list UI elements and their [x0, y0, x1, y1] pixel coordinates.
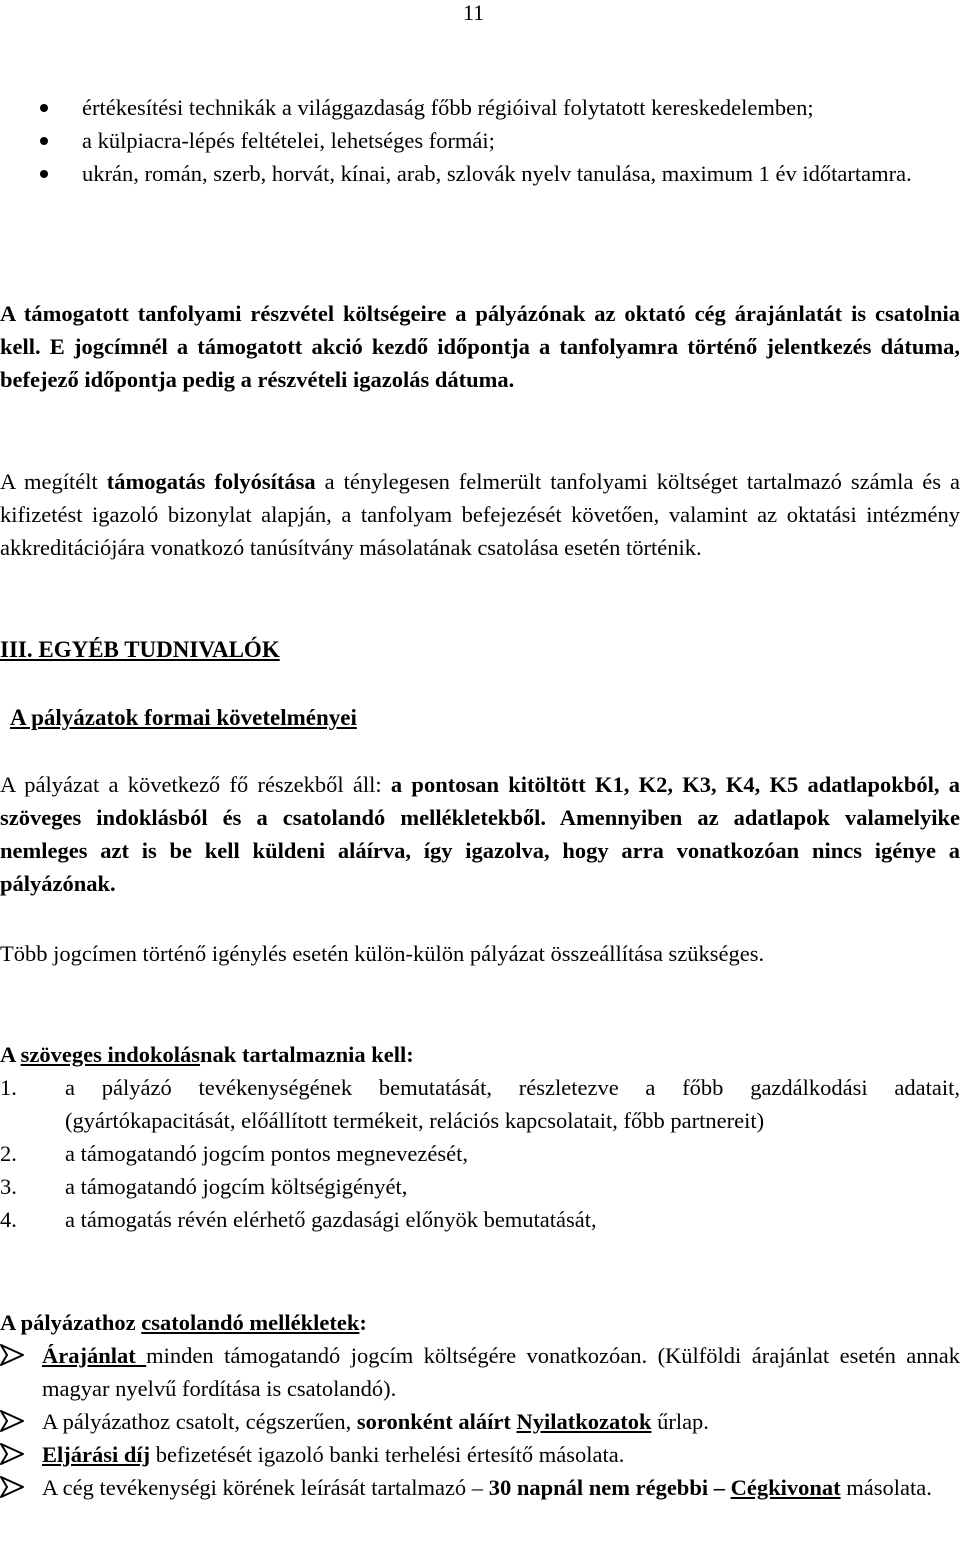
bullet-icon	[40, 104, 48, 112]
list-item	[0, 1471, 960, 1504]
content-numbered-list	[0, 1071, 960, 1236]
bullet-text: értékesítési technikák a világgazdaság főbb régióival folytatott kereskedelemben;	[82, 95, 814, 120]
attachments-heading-post: :	[359, 1310, 367, 1335]
bullet-text: ukrán, román, szerb, horvát, kínai, arab, szlovák nyelv tanulása, maximum 1 év időtartamra.	[82, 161, 912, 186]
arrowhead-bullet-icon	[0, 1443, 24, 1465]
list-text: a pályázó tevékenységének bemutatását, részletezve a főbb gazdálkodási adatait, (gyártókapacitását, előállított termékeit, relációs kapcsolatait, főbb partnereit)	[65, 1075, 960, 1133]
list-item	[0, 1071, 960, 1137]
attachment-declaration-post: űrlap.	[651, 1409, 709, 1434]
attachments-heading-underlined: csatolandó mellékletek	[141, 1310, 360, 1335]
parts-text-bold: a pontosan kitöltött K1, K2, K3, K4, K5 adatlapokból, a szöveges indoklásból és a csatolandó mellékletekből. Amennyiben az adatlapok valamelyike nemleges azt is be kell küldeni aláírva, így igazolva, hogy arra vonatkozóan nincs igénye a pályázónak.	[0, 772, 960, 896]
attachment-quote-text: minden támogatandó jogcím költségére vonatkozóan. (Külföldi árajánlat esetén annak magyar nyelvű fordítása is csatolandó).	[42, 1343, 960, 1401]
attachment-fee-text: befizetését igazoló banki terhelési értesítő másolata.	[150, 1442, 625, 1467]
parts-text-normal: A pályázat a következő fő részekből áll:	[0, 772, 391, 797]
payment-text-end: a ténylegesen felmerült tanfolyami költséget tartalmazó számla és a kifizetést igazoló bizonylat alapján, a tanfolyam befejezését követően, valamint az oktatási intézmény akkreditációjára vonatkozó tanúsítvány másolatának csatolása esetén történik.	[0, 469, 960, 560]
list-item	[0, 1339, 960, 1405]
content-heading-pre: A	[0, 1042, 21, 1067]
arrowhead-bullet-icon	[0, 1410, 24, 1432]
arrowhead-bullet-icon	[0, 1344, 24, 1366]
bullet-icon	[40, 170, 48, 178]
list-number: 2.	[0, 1141, 17, 1166]
multiple-claims-paragraph: Több jogcímen történő igénylés esetén külön-külön pályázat összeállítása szükséges.	[0, 941, 765, 966]
attachments-heading-pre: A pályázathoz	[0, 1310, 142, 1335]
list-number: 3.	[0, 1174, 17, 1199]
topics-bullet-list	[0, 91, 960, 190]
content-heading-post: nak tartalmaznia kell:	[200, 1042, 414, 1067]
payment-text-bold: támogatás folyósítása	[106, 469, 316, 494]
section-heading: III. EGYÉB TUDNIVALÓK	[0, 637, 280, 662]
bullet-text: a külpiacra-lépés feltételei, lehetséges formái;	[82, 128, 495, 153]
attachments-list	[0, 1339, 960, 1504]
payment-text-start: A megítélt	[0, 469, 107, 494]
attachment-fee-label: Eljárási díj	[42, 1442, 151, 1467]
list-item	[0, 157, 960, 190]
attachment-extract-label: Cégkivonat	[730, 1475, 841, 1500]
attachment-quote-label: Árajánlat	[42, 1343, 147, 1368]
list-text: a támogatandó jogcím költségigényét,	[65, 1174, 408, 1199]
list-text: a támogatás révén elérhető gazdasági előnyök bemutatását,	[65, 1207, 597, 1232]
content-heading	[0, 1038, 414, 1071]
arrowhead-bullet-icon	[0, 1476, 24, 1498]
attachment-declaration-label: Nyilatkozatok	[516, 1409, 652, 1434]
list-item	[0, 91, 960, 124]
support-paragraph: A támogatott tanfolyami részvétel költségeire a pályázónak az oktató cég árajánlatát is csatolnia kell. E jogcímnél a támogatott akció kezdő időpontja a tanfolyamra történő jelentkezés dátuma, befejező időpontja pedig a részvételi igazolás dátuma.	[0, 301, 960, 392]
attachment-extract-pre: A cég tevékenységi körének leírását tartalmazó –	[42, 1475, 489, 1500]
parts-paragraph	[0, 768, 960, 900]
attachment-extract-bold: 30 napnál nem régebbi –	[488, 1475, 725, 1500]
attachments-heading	[0, 1306, 367, 1339]
attachment-declaration-bold: soronként aláírt	[356, 1409, 517, 1434]
list-item	[0, 1203, 960, 1236]
list-text: a támogatandó jogcím pontos megnevezését,	[65, 1141, 469, 1166]
payment-paragraph	[0, 465, 960, 564]
list-item	[0, 1438, 960, 1471]
list-item	[0, 1137, 960, 1170]
list-number: 1.	[0, 1075, 17, 1100]
page-number: 11	[463, 0, 485, 25]
list-item	[0, 124, 960, 157]
list-item	[0, 1405, 960, 1438]
formal-requirements-heading: A pályázatok formai követelményei	[10, 705, 357, 730]
list-number: 4.	[0, 1207, 17, 1232]
attachment-extract-post: másolata.	[840, 1475, 932, 1500]
list-item	[0, 1170, 960, 1203]
content-heading-underlined: szöveges indokolás	[20, 1042, 201, 1067]
bullet-icon	[40, 137, 48, 145]
attachment-declaration-pre: A pályázathoz csatolt, cégszerűen,	[42, 1409, 357, 1434]
